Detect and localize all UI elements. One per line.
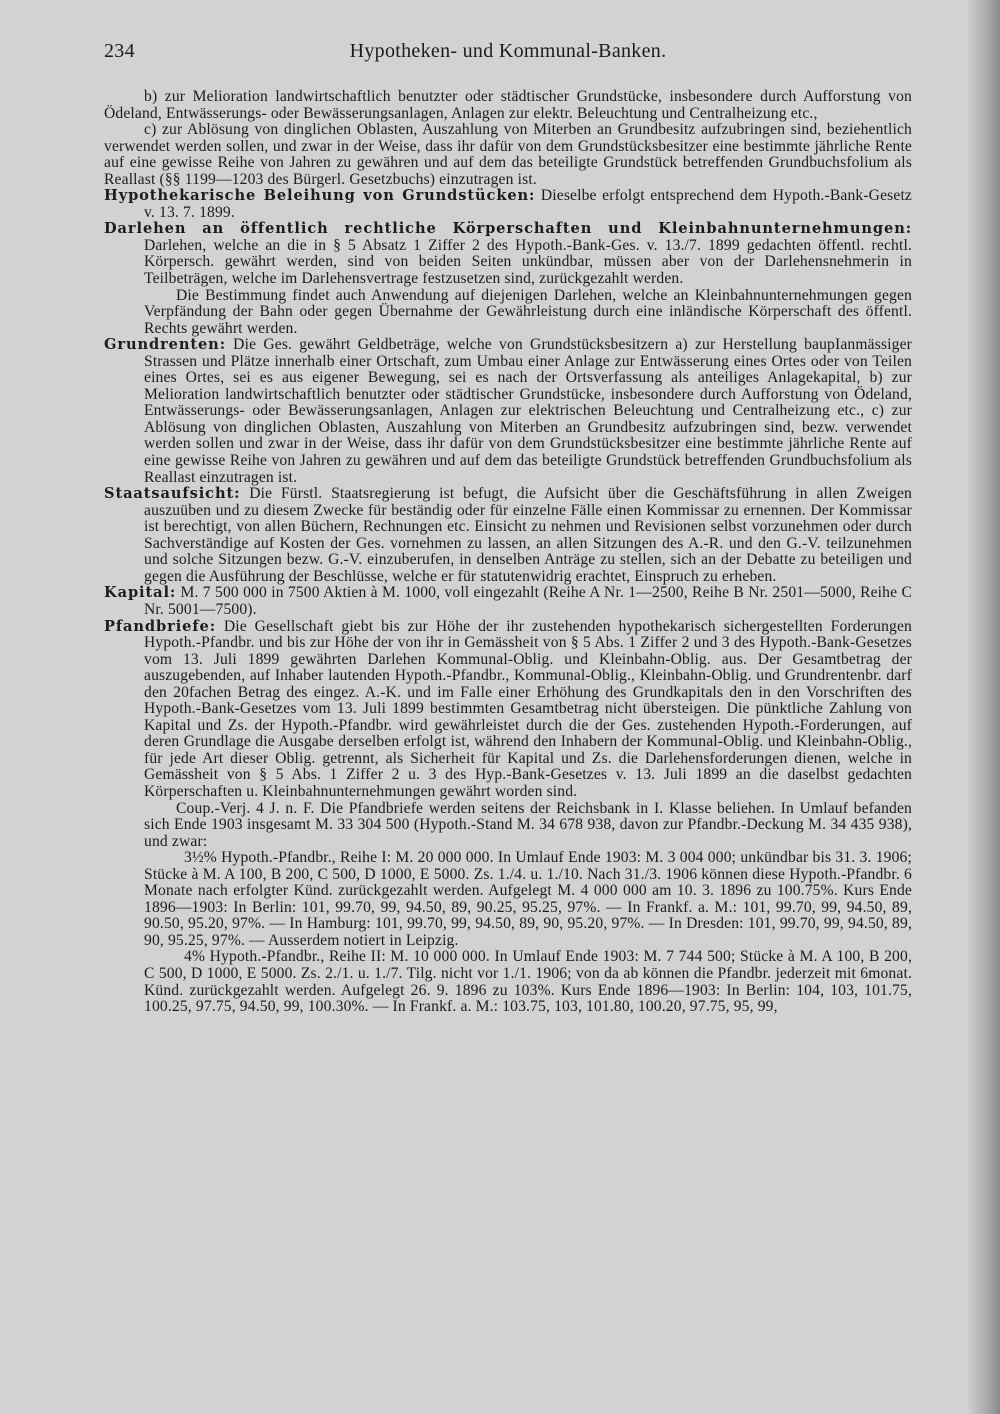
- section-heading: Grundrenten:: [104, 336, 226, 354]
- section-text: Die Gesellschaft giebt bis zur Höhe der ihr zustehenden hypothekarisch sichergestellten Forderungen Hypoth.-Pfandbr. und bis zur Höhe der von ihr in Gemässheit von § 5 Abs. 1 Ziffer 2 und 3 des Hypoth.-Bank-Gesetzes vom 13. Juli 1899 gewährten Darlehen Kommunal-Oblig. und Kleinbahn-Oblig. aus. Der Gesamtbetrag der auszugebenden, auf Inhaber lautenden Hypoth.-Pfandbr., Kommunal-Oblig., Kleinbahn-Oblig. und Grundrentenbr. darf den 20fachen Betrag des eingez. A.-K. und im Falle einer Erhöhung des Grundkapitals den in den Vorschriften des Hypoth.-Bank-Gesetzes vom 13. Juli 1899 bestimmten Gesamtbetrag nicht übersteigen. Die pünktliche Zahlung von Kapital und Zs. der Hypoth.-Pfandbr. wird gewährleistet durch die der Ges. zustehenden Hypoth.-Forderungen, auf deren Grundlage die Ausgabe derselben erfolgt ist, während den Inhabern der Kommunal-Oblig. und Kleinbahn-Oblig., für jede Art dieser Oblig. getrennt, als Sicherheit für Kapital und Zs. die Darlehensforderungen dienen, welche in Gemässheit von § 5 Abs. 1 Ziffer 2 u. 3 des Hyp.-Bank-Gesetzes v. 13. Juli 1899 an die daselbst gedachten Körperschaften u. Kleinbahnunternehmungen gewährt worden sind.: [144, 617, 912, 800]
- section-text: Die Ges. gewährt Geldbeträge, welche von Grundstücksbesitzern a) zur Herstellung baupIanmässiger Strassen und Plätze innerhalb einer Ortschaft, zum Umbau einer Anlage zur Entwässerung eines Ortes oder von Teilen eines Ortes, sei es aus eigener Bewegung, sei es nach der Ortsverfassung als anteiliges Anlagekapital, b) zur Melioration landwirtschaftlich benutzter oder städtischer Grundstücke, insbesondere durch Aufforstung von Ödeland, Entwässerungs- oder Bewässerungsanlagen, Anlagen zur elektrischen Beleuchtung und Centralheizung etc., c) zur Ablösung von dinglichen Oblasten, Auszahlung von Miterben an Grundbesitz aufzubringen sind, bezw. verwendet werden sollen und zwar in der Weise, dass ihr dafür von dem Grundstücksbesitzer eine bestimmte jährliche Rente auf eine gewisse Reihe von Jahren zu gewähren und auf dem das beteiligte Grundstück betreffenden Grundbuchsfolium als Reallast einzutragen ist.: [144, 336, 912, 486]
- pfandbriefe-coupon-note: Coup.-Verj. 4 J. n. F. Die Pfandbriefe werden seitens der Reichsbank in I. Klasse beliehen. In Umlauf befanden sich Ende 1903 insgesamt M. 33 304 500 (Hypoth.-Stand M. 34 678 938, davon zur Pfandbr.-Deckung M. 34 435 938), und zwar:: [144, 799, 912, 850]
- pfandbriefe-reihe-1: 3½% Hypoth.-Pfandbr., Reihe I: M. 20 000 000. In Umlauf Ende 1903: M. 3 004 000; unkündbar bis 31. 3. 1906; Stücke à M. A 100, B 200, C 500, D 1000, E 5000. Zs. 1./4. u. 1./10. Nach 31./3. 1906 können diese Hypoth.-Pfandbr. 6 Monate nach erfolgter Künd. zurückgezahlt werden. Aufgelegt M. 4 000 000 am 10. 3. 1896 zu 100.75%. Kurs Ende 1896—1903: In Berlin: 101, 99.70, 99, 94.50, 89, 90.25, 95.25, 97%. — In Frankf. a. M.: 101, 99.70, 99, 94.50, 89, 90.50, 95.20, 97%. — In Hamburg: 101, 99.70, 99, 94.50, 89, 90, 95.20, 97%. — In Dresden: 101, 99.70, 99, 94.50, 89, 90, 95.25, 97%. — Ausserdem notiert in Leipzig.: [144, 849, 912, 949]
- section-heading: Kapital:: [104, 584, 177, 602]
- section-text: M. 7 500 000 in 7500 Aktien à M. 1000, voll eingezahlt (Reihe A Nr. 1—2500, Reihe B Nr. 2501—5000, Reihe C Nr. 5001—7500).: [144, 584, 912, 618]
- pfandbriefe-reihe-2: 4% Hypoth.-Pfandbr., Reihe II: M. 10 000 000. In Umlauf Ende 1903: M. 7 744 500; Stücke à M. A 100, B 200, C 500, D 1000, E 5000. Zs. 2./1. u. 1./7. Tilg. nicht vor 1./1. 1906; von da ab können die Pfandbr. jederzeit mit 6monat. Künd. zurückgezahlt werden. Aufgelegt 26. 9. 1896 zu 103%. Kurs Ende 1896—1903: In Berlin: 104, 103, 101.75, 100.25, 97.75, 94.50, 99, 100.30%. — In Frankf. a. M.: 103.75, 103, 101.80, 100.20, 97.75, 95, 99,: [144, 948, 912, 1016]
- section-staatsaufsicht: [104, 486, 912, 585]
- section-darlehen-continued: Die Bestimmung findet auch Anwendung auf diejenigen Darlehen, welche an Kleinbahnunternehmungen gegen Verpfändung der Bahn oder gegen Übernahme der Gewährleistung durch eine inländische Körperschaft des öffentl. Rechts gewährt werden.: [144, 286, 912, 337]
- section-heading: Hypothekarische Beleihung von Grundstücken:: [104, 187, 536, 205]
- page-number: 234: [104, 40, 135, 62]
- section-darlehen: [104, 221, 912, 287]
- section-kapital: [104, 585, 912, 618]
- section-heading: Pfandbriefe:: [104, 617, 216, 635]
- running-title: Hypotheken- und Kommunal-Banken.: [349, 40, 667, 62]
- book-page: [104, 40, 912, 1016]
- section-heading: Darlehen an öffentlich rechtliche Körperschaften und Kleinbahnunternehmungen:: [104, 220, 912, 238]
- clause-c: c) zur Ablösung von dinglichen Oblasten, Auszahlung von Miterben an Grundbesitz aufzubringen sind, beziehentlich verwendet werden sollen, und zwar in der Weise, dass ihr dafür von dem Grundstücksbesitzer eine bestimmte jährliche Rente auf eine gewisse Reihe von Jahren zu gewähren und auf dem das beteiligte Grundstück betreffenden Grundbuchsfolium als Reallast (§§ 1199—1203 des Bürgerl. Gesetzbuchs) einzutragen ist.: [104, 121, 912, 188]
- section-text: Die Fürstl. Staatsregierung ist befugt, die Aufsicht über die Geschäftsführung in allen Zweigen auszuüben und zu diesem Zwecke für beständig oder für einzelne Fälle einen Kommissar zu ernennen. Der Kommissar ist berechtigt, von allen Büchern, Rechnungen etc. Einsicht zu nehmen und Revisionen selbst vorzunehmen oder durch Sachverständige auf Kosten der Ges. vornehmen zu lassen, an allen Sitzungen des A.-R. und den G.-V. teilzunehmen und solche Sitzungen bezw. G.-V. einzuberufen, in denselben Anträge zu stellen, sich an der Debatte zu beteiligen und gegen die Ausführung der Beschlüsse, welche er für statutenwidrig erachtet, Einspruch zu erheben.: [144, 485, 912, 585]
- scan-edge-shadow: [966, 0, 1000, 1414]
- section-grundrenten: [104, 337, 912, 486]
- section-text: Dieselbe erfolgt entsprechend dem Hypoth.-Bank-Gesetz v. 13. 7. 1899.: [144, 187, 913, 221]
- section-pfandbriefe: [104, 619, 912, 801]
- section-text: Darlehen, welche an die in § 5 Absatz 1 Ziffer 2 des Hypoth.-Bank-Ges. v. 13./7. 1899 gedachten öffentl. rechtl. Körpersch. gewährt werden, sind von beiden Seiten unkündbar, müssen aber von der Darlehensnehmerin in Teilbeträgen, welche im Darlehensvertrage festzusetzen sind, zurückgezahlt werden.: [144, 236, 912, 288]
- page-header: [104, 40, 912, 63]
- section-heading: Staatsaufsicht:: [104, 485, 241, 503]
- clause-b: b) zur Melioration landwirtschaftlich benutzter oder städtischer Grundstücke, insbesondere durch Aufforstung von Ödeland, Entwässerungs- oder Bewässerungsanlagen, Anlagen zur elektr. Beleuchtung und Centralheizung etc.,: [104, 88, 912, 122]
- section-hypothekarische-beleihung: [104, 188, 912, 221]
- page-body: [104, 89, 912, 1016]
